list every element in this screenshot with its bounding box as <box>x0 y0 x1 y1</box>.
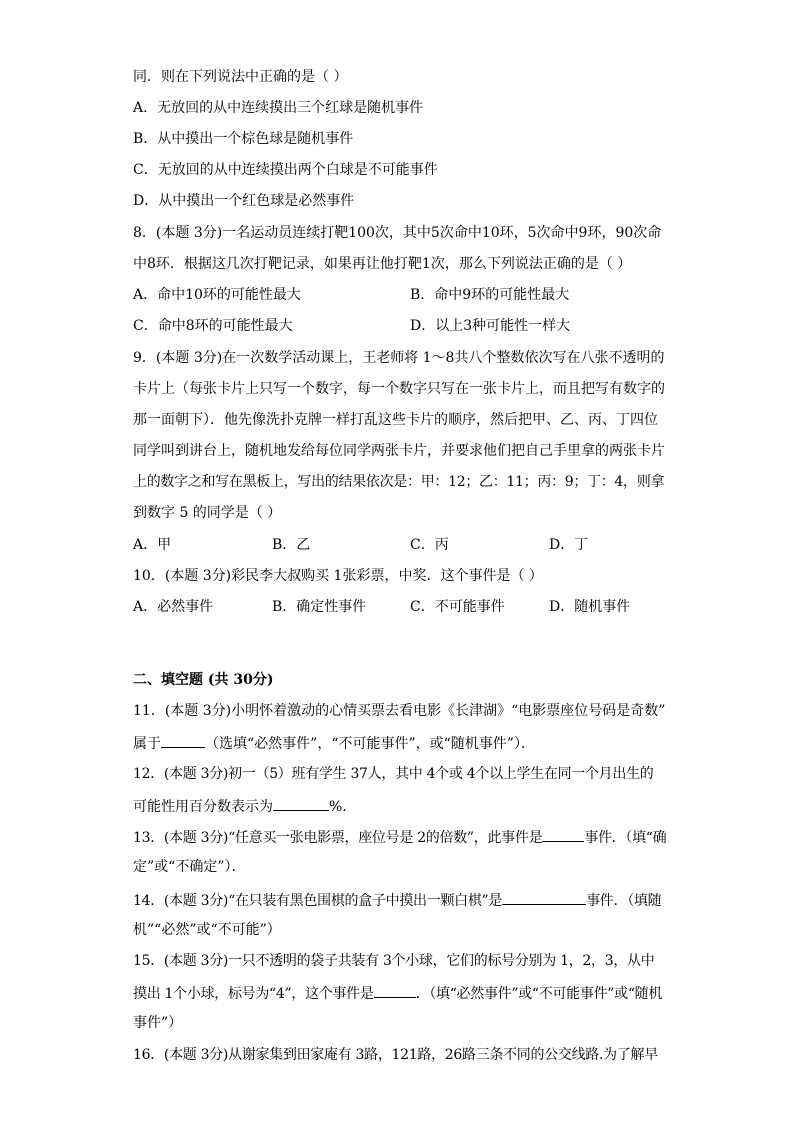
q8-stem-1: 8．(本题 3分)一名运动员连续打靶100次，其中5次命中10环，5次命中9环，90次命 <box>133 225 662 241</box>
q9-option-a: A．甲 <box>133 537 172 553</box>
q13-stem-1 <box>133 827 666 847</box>
q9-stem-3: 那一面朝下）．他先像洗扑克牌一样打乱这些卡片的顺序，然后把甲、乙、丙、丁四位 <box>133 412 658 428</box>
section-heading-fill-blank: 二、填空题 (共 30分) <box>133 672 274 688</box>
q14-text-b: 事件．（填随 <box>586 893 662 909</box>
q15-text-b: ．（填“必然事件”或“不可能事件”或“随机 <box>415 986 663 1002</box>
q7-option-d: D．从中摸出一个红色球是必然事件 <box>133 193 355 209</box>
q10-option-d: D．随机事件 <box>549 599 631 615</box>
q15-stem-2 <box>133 983 662 1003</box>
q11-text-b: （选填“必然事件”，“不可能事件”，或“随机事件”）． <box>205 736 535 752</box>
q10-option-c: C．不可能事件 <box>410 599 505 615</box>
q13-answer-blank[interactable] <box>542 827 584 842</box>
q12-text-a: 可能性用百分数表示为 <box>133 799 273 815</box>
q8-option-c: C．命中8环的可能性最大 <box>133 318 293 334</box>
q13-text-a: 13．(本题 3分)“任意买一张电影票，座位号是 2的倍数”，此事件是 <box>133 830 543 846</box>
q12-text-b: %． <box>329 799 357 815</box>
q15-answer-blank[interactable] <box>374 983 416 998</box>
q7-option-b: B．从中摸出一个棕色球是随机事件 <box>133 131 354 147</box>
q9-option-b: B．乙 <box>272 537 311 553</box>
q9-option-d: D．丁 <box>549 537 589 553</box>
q12-stem-1: 12．(本题 3分)初一（5）班有学生 37人，其中 4个或 4个以上学生在同一个月出生的 <box>133 766 654 782</box>
q9-stem-4: 同学叫到讲台上，随机地发给每位同学两张卡片，并要求他们把自己手里拿的两张卡片 <box>133 443 665 459</box>
q12-stem-2 <box>133 796 356 816</box>
q9-stem-1: 9．(本题 3分)在一次数学活动课上，王老师将 1～8共八个整数依次写在八张不透明的 <box>133 350 665 366</box>
q13-stem-2: 定”或“不确定”）． <box>133 859 246 875</box>
q7-stem-end: 同．则在下列说法中正确的是（ ） <box>133 69 348 85</box>
q16-stem-1: 16．(本题 3分)从谢家集到田家庵有 3路，121路，26路三条不同的公交线路.为了解早 <box>133 1047 658 1063</box>
q11-text-a: 属于 <box>133 736 161 752</box>
q10-stem: 10．(本题 3分)彩民李大叔购买 1张彩票，中奖．这个事件是（ ） <box>133 568 543 584</box>
q8-option-a: A．命中10环的可能性最大 <box>133 287 301 303</box>
q13-text-b: 事件．（填“确 <box>584 830 667 846</box>
q7-option-c: C．无放回的从中连续摸出两个白球是不可能事件 <box>133 162 438 178</box>
q10-option-b: B．确定性事件 <box>272 599 367 615</box>
q15-stem-1: 15．(本题 3分)一只不透明的袋子共装有 3个小球，它们的标号分别为 1，2，3，从中 <box>133 953 655 969</box>
q9-option-c: C．丙 <box>410 537 449 553</box>
q9-stem-5: 上的数字之和写在黑板上，写出的结果依次是：甲：12；乙：11；丙：9；丁：4，则拿 <box>133 474 665 490</box>
q8-option-d: D．以上3种可能性一样大 <box>410 318 571 334</box>
q15-stem-3: 事件”） <box>133 1015 183 1031</box>
q14-text-a: 14．(本题 3分)“在只装有黑色围棋的盒子中摸出一颗白棋”是 <box>133 893 503 909</box>
q8-stem-2: 中8环．根据这几次打靶记录，如果再让他打靶1次，那么下列说法正确的是（ ） <box>133 256 632 272</box>
q7-option-a: A．无放回的从中连续摸出三个红球是随机事件 <box>133 100 424 116</box>
q10-option-a: A．必然事件 <box>133 599 214 615</box>
q14-stem-2: 机”“必然”或“不可能”） <box>133 922 281 938</box>
q9-stem-2: 卡片上（每张卡片上只写一个数字，每一个数字只写在一张卡片上，而且把写有数字的 <box>133 381 665 397</box>
q11-stem-2 <box>133 733 535 753</box>
q11-stem-1: 11．(本题 3分)小明怀着激动的心情买票去看电影《长津湖》“电影票座位号码是奇数” <box>133 703 666 719</box>
q8-option-b: B．命中9环的可能性最大 <box>410 287 570 303</box>
q9-stem-6: 到数字 5 的同学是（ ） <box>133 505 282 521</box>
q11-answer-blank[interactable] <box>161 733 205 748</box>
q12-answer-blank[interactable] <box>273 796 329 811</box>
q14-stem-1 <box>133 890 661 910</box>
q14-answer-blank[interactable] <box>502 890 586 905</box>
q15-text-a: 摸出 1个小球，标号为“4”，这个事件是 <box>133 986 374 1002</box>
